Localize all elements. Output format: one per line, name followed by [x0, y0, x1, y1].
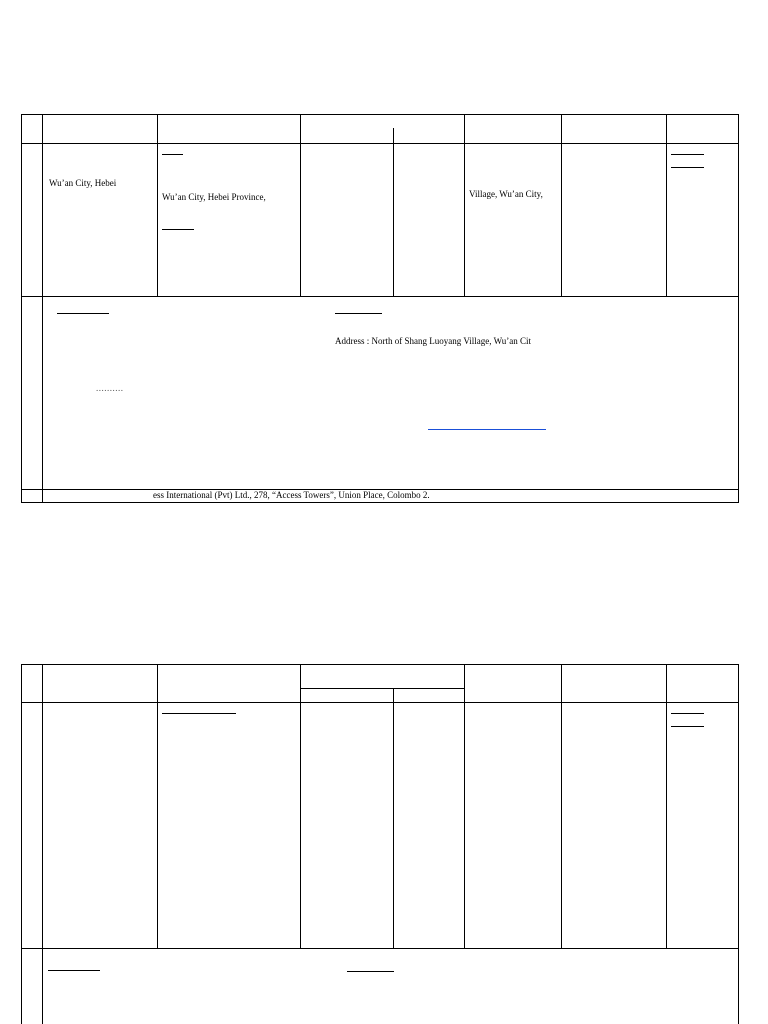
- table-1-col-divider-3: [300, 114, 301, 296]
- table-2-header-bottom-border: [21, 702, 739, 703]
- table-1-dots: ..........: [96, 383, 124, 393]
- table-2-right-border: [738, 664, 739, 1024]
- table-1-col-divider-5: [464, 114, 465, 296]
- table-1-col-divider-1: [42, 114, 43, 503]
- table-1-bottom-border: [21, 502, 739, 503]
- table-1-hyperlink-underline[interactable]: [428, 429, 546, 430]
- table-1-col-divider-6: [561, 114, 562, 296]
- table-1-top-border: [21, 114, 739, 115]
- table-1-row1-bottom-border: [21, 296, 739, 297]
- table-1-header-bottom-border: [21, 143, 739, 144]
- table-2-col-divider-2: [157, 664, 158, 948]
- table-1-address: Address : North of Shang Luoyang Village, Wu’an Cit: [335, 336, 531, 346]
- table-1-cell-location-b: Wu’an City, Hebei Province,: [162, 192, 266, 202]
- table-1-underline-h-2: [671, 167, 704, 168]
- table-2-row2-underline-right: [347, 971, 394, 972]
- table-2-col-divider-6: [561, 664, 562, 948]
- table-2-top-border: [21, 664, 739, 665]
- table-2-col-divider-4: [393, 688, 394, 948]
- table-2-col-divider-5: [464, 664, 465, 948]
- table-1-right-border: [738, 114, 739, 503]
- table-2-col-divider-3: [300, 664, 301, 948]
- table-2-underline-h-1: [671, 713, 704, 714]
- table-1-left-border: [21, 114, 22, 503]
- table-1-footer-address: ess International (Pvt) Ltd., 278, “Access Towers”, Union Place, Colombo 2.: [153, 490, 430, 500]
- table-2-row2-underline-left: [48, 970, 100, 971]
- table-2-left-border: [21, 664, 22, 1024]
- table-2-underline-h-2: [671, 726, 704, 727]
- table-1-col-divider-2: [157, 114, 158, 296]
- table-1-col-divider-7: [666, 114, 667, 296]
- table-2-row1-bottom-border: [21, 948, 739, 949]
- table-2-col-divider-7: [666, 664, 667, 948]
- table-1-cell-location-a: Wu’an City, Hebei: [49, 178, 117, 188]
- table-1-row2-underline-left: [57, 313, 109, 314]
- table-1-cell-location-e: Village, Wu’an City,: [469, 189, 543, 199]
- table-1-col-divider-4: [393, 128, 394, 296]
- table-2-col-divider-1: [42, 664, 43, 1024]
- table-1-underline-h-1: [671, 154, 704, 155]
- table-2-underline-b: [162, 713, 236, 714]
- table-1-underline-b-bottom: [162, 229, 194, 230]
- table-1-row2-underline-right: [335, 313, 382, 314]
- table-1-underline-b-top: [162, 154, 183, 155]
- table-2-subheader-border: [300, 688, 464, 689]
